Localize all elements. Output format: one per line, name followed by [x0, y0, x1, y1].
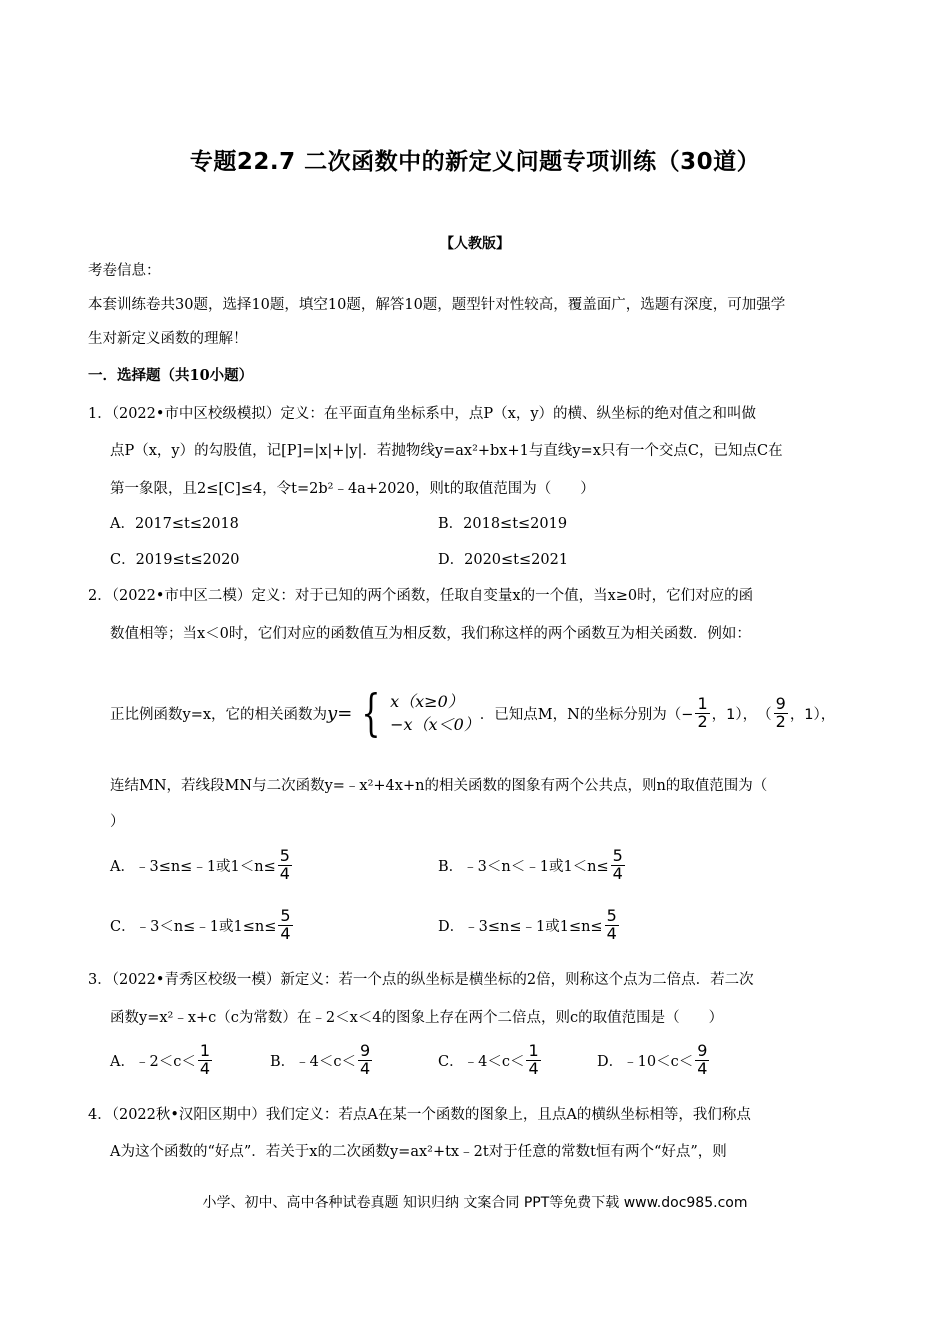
info-text-line-2: 生对新定义函数的理解！ — [88, 331, 248, 347]
fraction-numerator: 5 — [606, 906, 617, 925]
q3-option-d — [597, 1043, 711, 1078]
point-n-close: ，1）， — [789, 706, 836, 723]
fraction-denominator: 4 — [606, 923, 617, 943]
q2-line-5: ） — [110, 814, 125, 830]
q2-option-b — [438, 848, 627, 883]
fraction-numerator: 9 — [697, 1041, 708, 1060]
point-m-numerator: 1 — [697, 693, 708, 713]
fraction-denominator: 4 — [612, 863, 623, 883]
q2-line-3 — [110, 684, 836, 742]
point-n-denominator: 2 — [775, 711, 786, 731]
q3-option-a — [110, 1043, 214, 1078]
piecewise-function — [327, 684, 480, 742]
q2-option-c-text: C．﹣3＜n≤﹣1或1≤n≤ — [110, 918, 277, 935]
page-title: 专题22.7 二次函数中的新定义问题专项训练（30道） — [189, 149, 761, 175]
q3-line-1: 3．（2022•青秀区校级一模）新定义：若一个点的纵坐标是横坐标的2倍，则称这个点为二倍点．若二次 — [88, 972, 754, 988]
q3-option-b-fraction — [358, 1043, 372, 1078]
q3-option-b-text: B．﹣4＜c＜ — [270, 1053, 357, 1070]
q1-option-a: A．2017≤t≤2018 — [110, 516, 239, 532]
q2-option-b-fraction — [611, 848, 625, 883]
q3-option-c-fraction — [526, 1043, 540, 1078]
piecewise-case-1: x（x≥0） — [390, 691, 464, 711]
info-text-line-1: 本套训练卷共30题，选择10题，填空10题，解答10题，题型针对性较高，覆盖面广，选题有深度，可加强学 — [88, 297, 786, 313]
fraction-numerator: 5 — [612, 846, 623, 865]
q4-line-1: 4．（2022秋•汉阳区期中）我们定义：若点A在某一个函数的图象上，且点A的横纵坐标相等，我们称点 — [88, 1107, 751, 1123]
q2-option-a — [110, 848, 294, 883]
q2-line-4: 连结MN，若线段MN与二次函数y=﹣x²+4x+n的相关函数的图象有两个公共点，则n的取值范围为（ — [110, 778, 768, 794]
q2-option-a-fraction — [278, 848, 292, 883]
q2-option-d-text: D．﹣3≤n≤﹣1或1≤n≤ — [438, 918, 603, 935]
q2-option-d — [438, 908, 621, 943]
fraction-denominator: 4 — [528, 1058, 539, 1078]
q1-option-b: B．2018≤t≤2019 — [438, 516, 568, 532]
q2-line-3-text-a: 正比例函数y=x，它的相关函数为 — [110, 706, 328, 723]
q3-option-b — [270, 1043, 374, 1078]
info-label: 考卷信息： — [88, 263, 161, 279]
fraction-numerator: 5 — [279, 846, 290, 865]
piecewise-y-label: y= — [327, 702, 353, 724]
q2-line-2: 数值相等；当x＜0时，它们对应的函数值互为相反数，我们称这样的两个函数互为相关函数．例如： — [110, 626, 751, 642]
q3-option-a-fraction — [198, 1043, 212, 1078]
q2-line-1: 2．（2022•市中区二模）定义：对于已知的两个函数，任取自变量x的一个值，当x≥0时，它们对应的函 — [88, 588, 754, 604]
point-m-close: ，1）， — [711, 706, 758, 723]
q4-line-2: A为这个函数的“好点”．若关于x的二次函数y=ax²+tx﹣2t对于任意的常数t恒有两个“好点”，则 — [110, 1144, 727, 1160]
left-brace: { — [361, 684, 381, 742]
fraction-numerator: 5 — [280, 906, 291, 925]
q2-option-c — [110, 908, 295, 943]
q3-line-2: 函数y=x²﹣x+c（c为常数）在﹣2＜x＜4的图象上存在两个二倍点，则c的取值范围是（ ） — [110, 1010, 724, 1026]
q2-option-c-fraction — [278, 908, 292, 943]
fraction-denominator: 4 — [280, 923, 291, 943]
q2-option-d-fraction — [605, 908, 619, 943]
piecewise-cases — [390, 690, 480, 736]
point-m-open: （− — [666, 706, 694, 723]
q1-line-3: 第一象限，且2≤[C]≤4，令t=2b²﹣4a+2020，则t的取值范围为（ ） — [110, 481, 595, 497]
q2-option-a-text: A．﹣3≤n≤﹣1或1＜n≤ — [110, 858, 276, 875]
fraction-numerator: 1 — [528, 1041, 539, 1060]
point-n-open: （ — [757, 706, 772, 723]
q2-option-b-text: B．﹣3＜n＜﹣1或1＜n≤ — [438, 858, 609, 875]
fraction-denominator: 4 — [360, 1058, 371, 1078]
point-m-denominator: 2 — [697, 711, 708, 731]
page-footer: 小学、初中、高中各种试卷真题 知识归纳 文案合同 PPT等免费下载 www.doc985.com — [202, 1195, 748, 1211]
fraction-denominator: 4 — [199, 1058, 211, 1078]
piecewise-case-2: −x（x＜0） — [390, 715, 480, 734]
q3-option-c — [438, 1043, 543, 1078]
point-m-fraction — [695, 693, 709, 731]
fraction-denominator: 4 — [279, 863, 290, 883]
fraction-denominator: 4 — [697, 1058, 708, 1078]
q1-option-c: C．2019≤t≤2020 — [110, 552, 240, 568]
fraction-numerator: 9 — [360, 1041, 371, 1060]
q3-option-d-fraction — [695, 1043, 709, 1078]
q3-option-c-text: C．﹣4＜c＜ — [438, 1053, 525, 1070]
q1-line-1: 1．（2022•市中区校级模拟）定义：在平面直角坐标系中，点P（x，y）的横、纵坐标的绝对值之和叫做 — [88, 406, 757, 422]
q2-line-3-text-b: ．已知点M，N的坐标分别为 — [479, 706, 667, 723]
edition-label: 【人教版】 — [440, 236, 510, 252]
q3-option-d-text: D．﹣10＜c＜ — [597, 1053, 694, 1070]
q1-line-2: 点P（x，y）的勾股值，记[P]=|x|+|y|．若抛物线y=ax²+bx+1与直线y=x只有一个交点C，已知点C在 — [110, 443, 783, 459]
point-n-numerator: 9 — [775, 693, 786, 713]
q1-option-d: D．2020≤t≤2021 — [438, 552, 569, 568]
point-n-fraction — [774, 693, 788, 731]
section-heading-choice: 一．选择题（共10小题） — [88, 367, 254, 384]
q3-option-a-text: A．﹣2＜c＜ — [110, 1053, 196, 1070]
fraction-numerator: 1 — [199, 1041, 211, 1060]
